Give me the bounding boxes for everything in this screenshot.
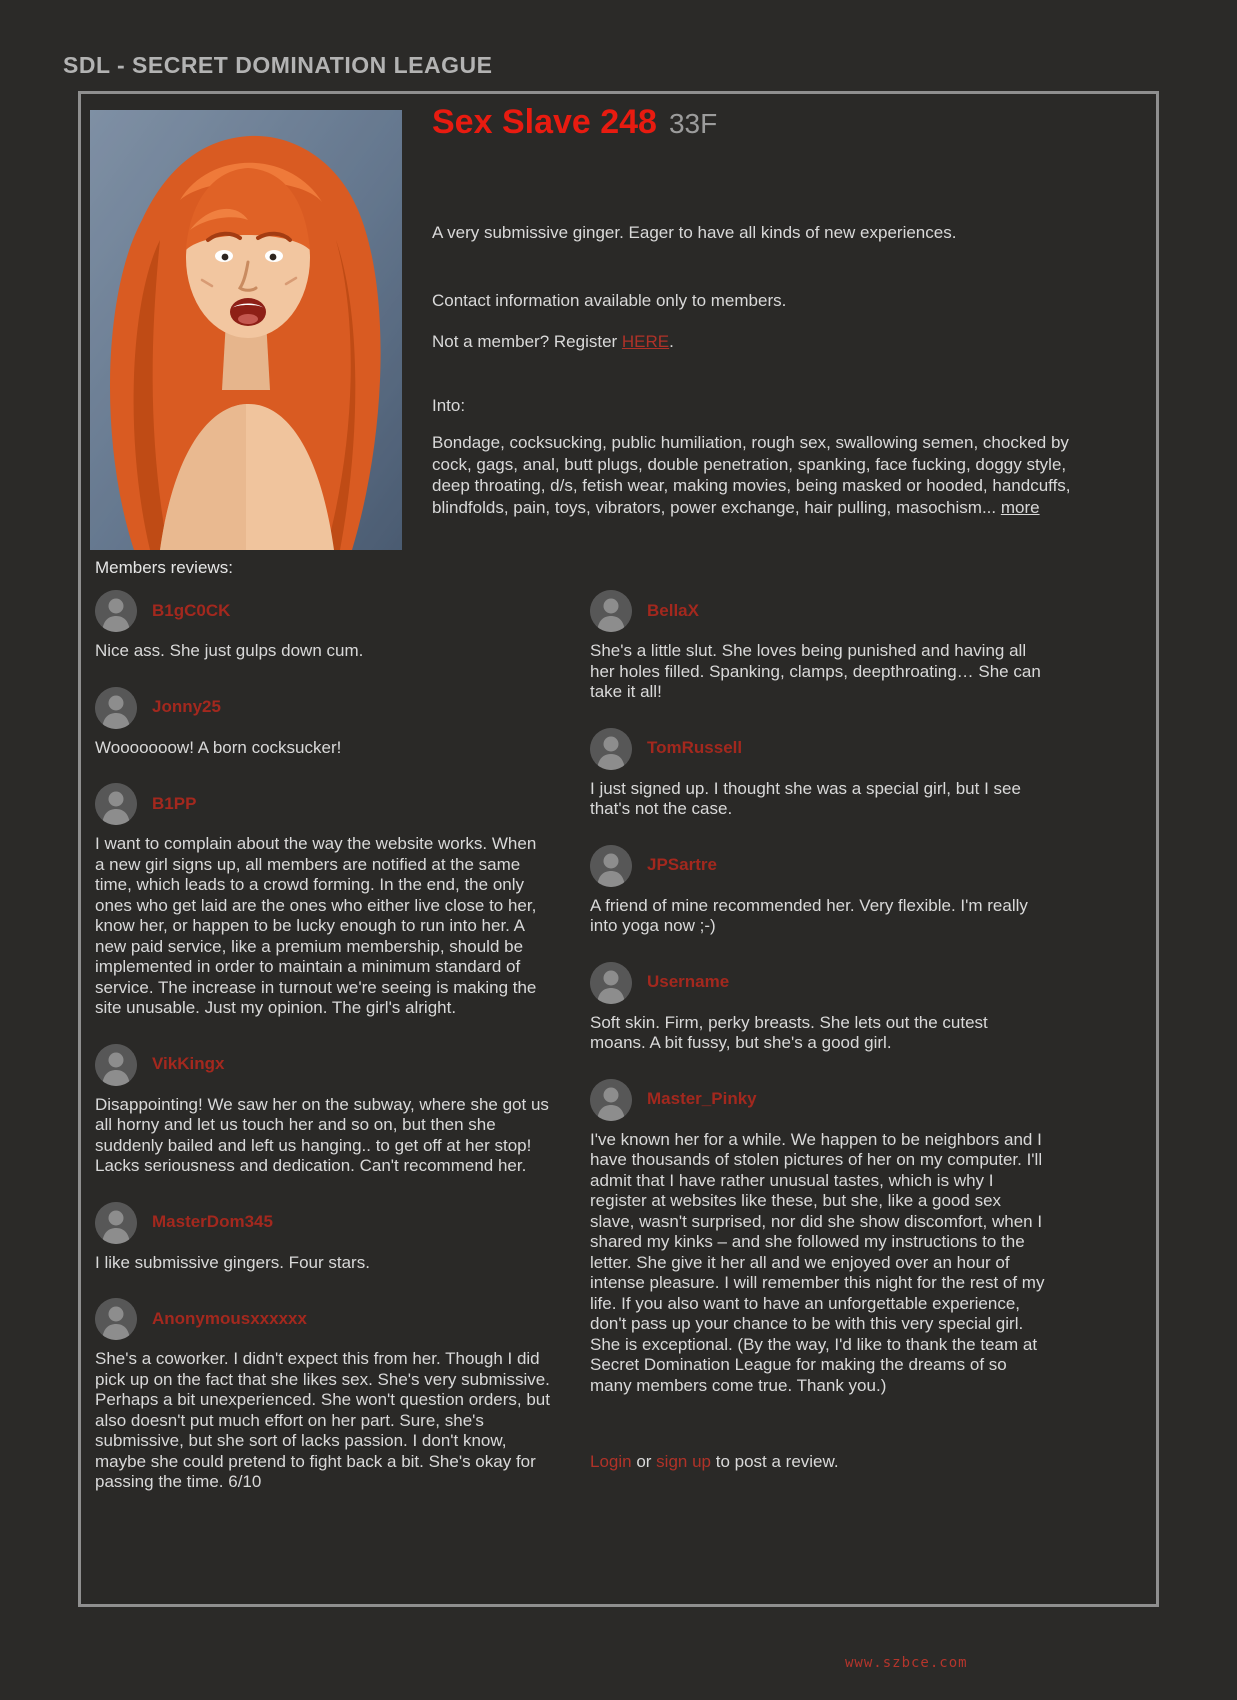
- profile-description: A very submissive ginger. Eager to have all kinds of new experiences.: [432, 223, 957, 242]
- user-avatar-icon: [95, 590, 137, 632]
- user-avatar-icon: [95, 1298, 137, 1340]
- profile-panel: [78, 91, 1159, 1607]
- review-username[interactable]: Master_Pinky: [647, 1089, 757, 1109]
- review-item: [590, 1079, 1045, 1397]
- review-item: [95, 1202, 550, 1274]
- review-username[interactable]: JPSartre: [647, 855, 717, 875]
- review-username[interactable]: B1gC0CK: [152, 600, 231, 620]
- watermark: www.szbce.com: [845, 1655, 968, 1671]
- profile-info: [432, 103, 1082, 562]
- review-header: [95, 1202, 550, 1244]
- reviews-right-list: [590, 590, 1045, 1396]
- review-item: [590, 962, 1045, 1054]
- review-text: She's a coworker. I didn't expect this from her. Though I did pick up on the fact that she likes sex. She's very submissive. Perhaps a bit unexperienced. She won't question orders, but also doesn't put much effort on her part. Sure, she's submissive, but she sort of lacks passion. I don't know, maybe she could pretend to fight back a bit. She's okay for passing the time. 6/10: [95, 1349, 550, 1491]
- review-username[interactable]: VikKingx: [152, 1054, 225, 1074]
- review-header: [590, 728, 1045, 770]
- review-text: She's a little slut. She loves being punished and having all her holes filled. Spanking, clamps, deepthroating… She can take it all!: [590, 641, 1041, 701]
- profile-name: Sex Slave 248: [432, 103, 657, 141]
- review-username[interactable]: Jonny25: [152, 697, 221, 717]
- user-avatar-icon: [95, 1202, 137, 1244]
- user-avatar-icon: [590, 1079, 632, 1121]
- review-item: [95, 687, 550, 759]
- review-header: [590, 1079, 1045, 1121]
- profile-title-row: [432, 103, 718, 141]
- footer-rest-text: to post a review.: [711, 1452, 839, 1471]
- review-text: Wooooooow! A born cocksucker!: [95, 737, 342, 757]
- review-text: A friend of mine recommended her. Very flexible. I'm really into yoga now ;-): [590, 895, 1028, 935]
- profile-photo-illustration: [90, 110, 402, 550]
- user-avatar-icon: [590, 845, 632, 887]
- reviews-heading: Members reviews:: [95, 558, 233, 577]
- review-text: Soft skin. Firm, perky breasts. She lets out the cutest moans. A bit fussy, but she's a good girl.: [590, 1012, 988, 1052]
- more-link[interactable]: more: [1000, 497, 1040, 517]
- review-text: I want to complain about the way the website works. When a new girl signs up, all members are notified at the same time, which leads to a crowd forming. In the end, the only ones who get laid are the ones who either live close to her, know her, or happen to be lucky enough to run into her. A new paid service, like a premium membership, should be implemented in order to maintain a minimum standard of service. The increase in turnout we're seeing is making the site unusable. Just my opinion. The girl's alright.: [95, 834, 537, 1017]
- review-header: [95, 1044, 550, 1086]
- review-header: [590, 962, 1045, 1004]
- login-link[interactable]: Login: [590, 1452, 632, 1471]
- footer-or-text: or: [631, 1452, 657, 1471]
- review-header: [590, 590, 1045, 632]
- reviews-column-left: [95, 590, 550, 1518]
- site-header: SDL - SECRET DOMINATION LEAGUE: [63, 52, 493, 78]
- review-text: I just signed up. I thought she was a special girl, but I see that's not the case.: [590, 778, 1021, 818]
- review-item: [95, 1298, 550, 1493]
- review-username[interactable]: MasterDom345: [152, 1212, 273, 1232]
- profile-age-sex: 33F: [668, 108, 718, 139]
- register-prefix: Not a member? Register: [432, 332, 622, 351]
- user-avatar-icon: [95, 783, 137, 825]
- review-username[interactable]: Username: [647, 972, 730, 992]
- review-text: Disappointing! We saw her on the subway, where she got us all horny and let us touch her and so on, but then she suddenly bailed and left us hanging.. to get off at her stop! Lacks seriousness and dedication. Can't recommend her.: [95, 1094, 549, 1175]
- profile-photo: [90, 110, 402, 550]
- register-suffix: .: [669, 332, 674, 351]
- post-review-footer: [590, 1452, 1045, 1473]
- user-avatar-icon: [590, 728, 632, 770]
- review-username[interactable]: BellaX: [647, 600, 699, 620]
- reviews-column-right: [590, 590, 1045, 1473]
- into-paragraph: [432, 432, 1082, 518]
- review-header: [95, 590, 550, 632]
- user-avatar-icon: [95, 687, 137, 729]
- register-here-link[interactable]: HERE: [621, 332, 670, 351]
- review-header: [95, 1298, 550, 1340]
- review-header: [590, 845, 1045, 887]
- user-avatar-icon: [95, 1044, 137, 1086]
- contact-note: Contact information available only to members.: [432, 291, 787, 310]
- register-line: [432, 331, 1082, 353]
- review-item: [95, 590, 550, 662]
- user-avatar-icon: [590, 590, 632, 632]
- review-item: [590, 590, 1045, 703]
- user-avatar-icon: [590, 962, 632, 1004]
- review-username[interactable]: B1PP: [152, 793, 197, 813]
- review-text: I like submissive gingers. Four stars.: [95, 1252, 370, 1272]
- signup-link[interactable]: sign up: [656, 1452, 711, 1471]
- into-label: Into:: [432, 396, 466, 415]
- review-header: [95, 687, 550, 729]
- review-username[interactable]: TomRussell: [647, 738, 743, 758]
- review-header: [95, 783, 550, 825]
- review-username[interactable]: Anonymousxxxxxx: [152, 1308, 307, 1328]
- review-item: [95, 1044, 550, 1177]
- review-item: [590, 728, 1045, 820]
- review-item: [590, 845, 1045, 937]
- into-text: Bondage, cocksucking, public humiliation, rough sex, swallowing semen, chocked by cock, gags, anal, butt plugs, double penetration, spanking, face fucking, doggy style, deep throating, d/s, fetish wear, making movies, being masked or hooded, handcuffs, blindfolds, pain, toys, vibrators, power exchange, hair pulling, masochism...: [432, 433, 1071, 517]
- review-text: Nice ass. She just gulps down cum.: [95, 641, 364, 660]
- review-text: I've known her for a while. We happen to be neighbors and I have thousands of stolen pictures of her on my computer. I'll admit that I have rather unusual tastes, which is why I register at websites like these, but she, like a good sex slave, wasn't surprised, nor did she show discomfort, when I shared my kinks – and she followed my instructions to the letter. She give it her all and we enjoyed over an hour of intense pleasure. I will remember this night for the rest of my life. If you also want to have an unforgettable experience, don't pass up your chance to be with this very special girl. She is exceptional. (By the way, I'd like to thank the team at Secret Domination League for making the dreams of so many members come true. Thank you.): [590, 1129, 1045, 1395]
- review-item: [95, 783, 550, 1019]
